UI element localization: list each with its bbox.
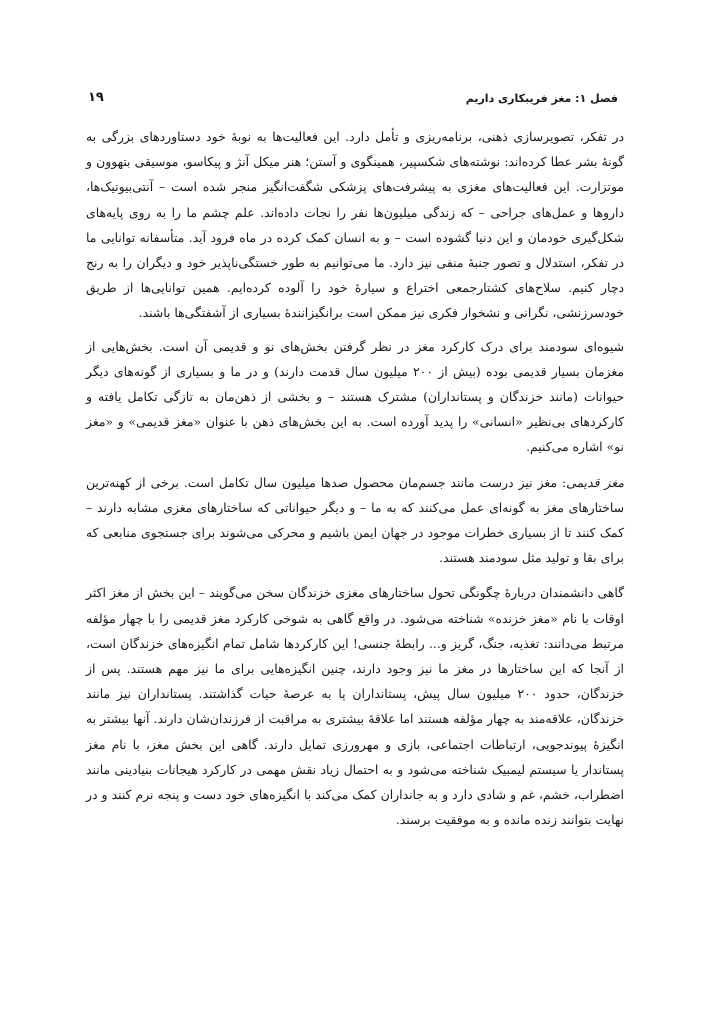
paragraph: گاهی دانشمندان دربارهٔ چگونگی تحول ساختارهای مغزی خزندگان سخن می‌گویند – این بخش از مغز اکثر اوقات با نام «مغز خزنده» شناخته می‌شود. در واقع گاهی به شوخی کارکرد مغز قدیمی را با چهار مؤلفه مرتبط می‌دانند: تغذیه، جنگ، گریز و... رابطهٔ جنسی! این کارکردها شامل تمام انگیزه‌های خزندگان است، از آنجا که این ساختارها در مغز ما نیز وجود دارند، چنین انگیزه‌هایی برای ما نیز مهم هستند. پس از خزندگان، حدود ۲۰۰ میلیون سال پیش، پستانداران پا به عرصهٔ حیات گذاشتند. پستانداران نیز مانند خزندگان، علاقه‌مند به چهار مؤلفه هستند اما علاقهٔ بیشتری به مراقبت از فرزندان‌شان دارند. آنها بیشتر به انگیزهٔ پیوندجویی، ارتباطات اجتماعی، بازی و مهرورزی تمایل دارند. گاهی این بخش مغز، با نام مغز پستاندار یا سیستم لیمبیک شناخته می‌شود و به احتمال زیاد نقش مهمی در کارکرد هیجانات بنیادینی مانند اضطراب، خشم، غم و شادی دارد و به جانداران کمک می‌کند با انگیزه‌های خود دست و پنجه نرم کنند و در نهایت بتوانند زنده مانده و به موفقیت برسند. xyxy=(86,585,624,828)
paragraph: در تفکر، تصویرسازی ذهنی، برنامه‌ریزی و تأمل دارد. این فعالیت‌ها به نوبهٔ خود دستاوردهای بزرگی به گونهٔ بشر عطا کرده‌اند: نوشته‌های شکسپیر، همینگوی و آستن؛ هنر میکل آنژ و پیکاسو، موسیقی بتهوون و موتزارت. این فعالیت‌های مغزی به پیشرفت‌های پزشکی شگفت‌انگیز منجر شده است – آنتی‌بیوتیک‌ها، داروها و عمل‌های جراحی – که زندگی میلیون‌ها نفر را نجات داده‌اند. علم چشم ما را به روی پایه‌های شکل‌گیری خودمان و این دنیا گشوده است – و به انسان کمک کرده در ماه فرود آید. متأسفانه توانایی ما در تفکر، استدلال و تصور جنبهٔ منفی نیز دارد. ما می‌توانیم به طور خستگی‌ناپذیر خود و دیگران را به رنج دچار کنیم. سلاح‌های کشتارجمعی اختراع و سیارهٔ خود را آلوده کرده‌ایم. همین توانایی‌ها از طریق خودسرزنشی، نگرانی و نشخوار فکری نیز ممکن است برانگیزانندهٔ بسیاری از آشفتگی‌ها باشند. xyxy=(86,129,624,321)
paragraph-text: : مغز نیز درست مانند جسم‌مان محصول صدها میلیون سال تکامل است. برخی از کهنه‌ترین ساختارهای مغز به گونه‌ای عمل می‌کنند که به ما – و دیگر حیواناتی که ساختارهای مغزی مشابه دارند – کمک کنند تا از بسیاری خطرات موجود در جهان ایمن باشیم و محرکی می‌شوند برای جستجوی منابعی که برای بقا و تولید مثل سودمند هستند. xyxy=(86,474,624,566)
page-number: ۱۹ xyxy=(88,90,104,105)
running-header xyxy=(88,92,618,114)
defined-term: مغز قدیمی xyxy=(566,474,624,490)
paragraph: شیوه‌ای سودمند برای درک کارکرد مغز در نظر گرفتن بخش‌های نو و قدیمی آن است. بخش‌هایی از مغزمان بسیار قدیمی بوده (بیش از ۲۰۰ میلیون سال قدمت دارند) و در ما و بسیاری از گونه‌های دیگر حیوانات (مانند خزندگان و پستانداران) مشترک هستند – و بخشی از ذهن‌مان به تازگی تکامل یافته و کارکردهای بی‌نظیر «انسانی» را پدید آورده است. به این بخش‌های ذهن با عنوان «مغز قدیمی» و «مغز نو» اشاره می‌کنیم. xyxy=(86,338,624,455)
chapter-title: فصل ۱: مغز فریبکاری داریم xyxy=(465,92,618,105)
paragraph xyxy=(86,470,624,571)
body-text xyxy=(86,124,624,842)
